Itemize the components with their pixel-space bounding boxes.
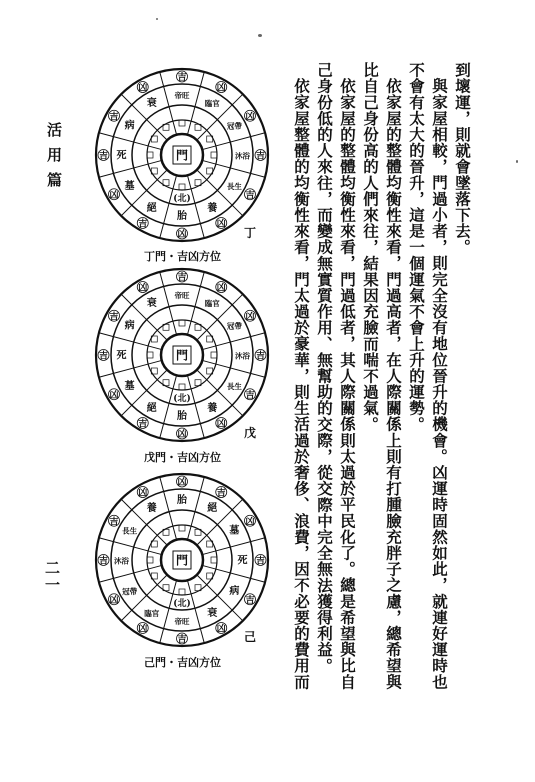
fortune-label: 凶	[245, 312, 255, 323]
center-label: 門	[175, 148, 189, 163]
fortune-label: 吉	[177, 273, 187, 283]
stage-label: 臨官	[144, 608, 160, 618]
fortune-label: 吉	[245, 595, 255, 606]
fortune-label: 凶	[109, 390, 119, 401]
stage-label: 臨官	[204, 299, 220, 309]
stage-label: 冠帶	[226, 121, 242, 131]
stage-label: 冠帶	[226, 321, 242, 331]
fortune-label: 凶	[177, 230, 187, 240]
stage-label: 胎	[177, 211, 187, 222]
fortune-label: 凶	[138, 83, 148, 94]
scan-speck	[516, 160, 518, 163]
north-label: (北)	[173, 194, 191, 204]
text-column-1: 到壞運，則就會墜落下去。	[453, 62, 472, 256]
compass-diagram-1	[92, 65, 272, 245]
fortune-label: 吉	[138, 419, 148, 430]
stage-label: 死	[116, 150, 127, 162]
stage-label: 死	[237, 555, 248, 567]
fortune-label: 凶	[216, 624, 226, 635]
fortune-label: 吉	[255, 351, 266, 362]
stage-label: 帝旺	[174, 617, 190, 626]
stage-label: 病	[229, 585, 240, 597]
compass-diagram-3	[92, 470, 272, 650]
fortune-label: 吉	[98, 351, 109, 362]
stage-label: 養	[207, 202, 218, 214]
fortune-label: 吉	[255, 556, 266, 567]
fortune-label: 吉	[255, 151, 266, 162]
compass-diagram-2	[92, 265, 272, 445]
text-column-6: 依家屋的整體均衡性來看，門過低者，其人際關係則太過於平民化了。總是希望與比自	[338, 78, 357, 690]
diagram-3-mark: 己	[244, 630, 257, 644]
stage-label: 養	[146, 503, 157, 515]
body-text	[272, 62, 472, 752]
fortune-label: 凶	[216, 283, 226, 294]
text-column-4: 依家屋的整體均衡性來看，門過高者，在人際關係上則有打腫臉充胖子之慮，總希望與	[384, 78, 403, 690]
stage-label: 墓	[124, 180, 135, 192]
fortune-label: 吉	[177, 635, 187, 645]
stage-label: 絕	[146, 402, 157, 414]
stage-label: 胎	[177, 495, 187, 506]
stage-label: 衰	[146, 298, 157, 310]
text-column-7: 己身份低的人來往，而變成無實質作用、無幫助的交際，從交際中完全無法獲得利益。	[315, 62, 334, 674]
fortune-label: 凶	[245, 112, 255, 123]
stage-label: 沐浴	[235, 151, 250, 161]
diagram-2-caption: 戊門・吉凶方位	[144, 451, 221, 464]
fortune-label: 吉	[109, 517, 119, 528]
fortune-label: 吉	[109, 112, 119, 123]
stage-label: 墓	[229, 525, 240, 537]
fortune-label: 吉	[216, 488, 226, 499]
stage-label: 死	[116, 350, 127, 362]
stage-label: 養	[207, 402, 218, 414]
stage-label: 胎	[177, 411, 187, 422]
text-column-2: 與家屋相較，門過小者，則完全沒有地位晉升的機會。凶運時固然如此，就連好運時也	[430, 78, 449, 690]
diagram-2-mark: 戊	[244, 426, 257, 440]
stage-label: 帝旺	[174, 291, 190, 300]
text-column-8: 依家屋整體的均衡性來看，門太過於豪華，則生活過於奢侈、浪費，因不必要的費用而	[292, 78, 311, 690]
center-label: 門	[175, 553, 189, 568]
fortune-label: 吉	[98, 556, 109, 567]
fortune-label: 凶	[138, 283, 148, 294]
stage-label: 長生	[226, 381, 242, 391]
scan-speck	[156, 18, 158, 20]
diagram-1-mark: 丁	[244, 226, 257, 240]
fortune-label: 吉	[245, 390, 255, 401]
fortune-label: 凶	[109, 595, 119, 606]
fortune-label: 凶	[177, 478, 187, 488]
stage-label: 冠帶	[122, 586, 138, 596]
fortune-label: 凶	[109, 190, 119, 201]
stage-label: 長生	[226, 181, 242, 191]
fortune-label: 吉	[109, 312, 119, 323]
fortune-label: 凶	[177, 430, 187, 440]
fortune-label: 吉	[138, 219, 148, 230]
diagram-1-caption: 丁門・吉凶方位	[144, 250, 221, 263]
stage-label: 病	[124, 120, 135, 132]
north-label: (北)	[173, 394, 191, 404]
side-title: 活用篇	[45, 122, 63, 197]
fortune-label: 吉	[177, 73, 187, 83]
north-label: (北)	[173, 599, 191, 609]
diagram-3-caption: 己門・吉凶方位	[144, 656, 221, 669]
fortune-label: 凶	[216, 219, 226, 230]
stage-label: 絕	[146, 202, 157, 214]
stage-label: 絕	[207, 503, 218, 515]
stage-label: 衰	[146, 98, 157, 110]
stage-label: 墓	[124, 380, 135, 392]
stage-label: 病	[124, 320, 135, 332]
fortune-label: 凶	[216, 83, 226, 94]
stage-label: 沐浴	[235, 351, 250, 361]
stage-label: 帝旺	[174, 91, 190, 100]
center-label: 門	[175, 348, 189, 363]
text-column-5: 比自己身份高的人們來往，結果因充臉而喘不過氣。	[361, 62, 380, 433]
fortune-label: 凶	[216, 419, 226, 430]
stage-label: 臨官	[204, 99, 220, 109]
stage-label: 衰	[207, 607, 218, 619]
fortune-label: 吉	[245, 190, 255, 201]
fortune-label: 凶	[138, 488, 148, 499]
fortune-label: 凶	[138, 624, 148, 635]
stage-label: 長生	[122, 526, 138, 536]
stage-label: 沐浴	[114, 556, 129, 566]
fortune-label: 凶	[245, 517, 255, 528]
fortune-label: 吉	[98, 151, 109, 162]
text-column-3: 不會有太大的晉升，這是一個運氣不會上升的運勢。	[407, 62, 426, 433]
scan-speck	[258, 34, 262, 37]
page-number: 二一	[43, 560, 61, 594]
